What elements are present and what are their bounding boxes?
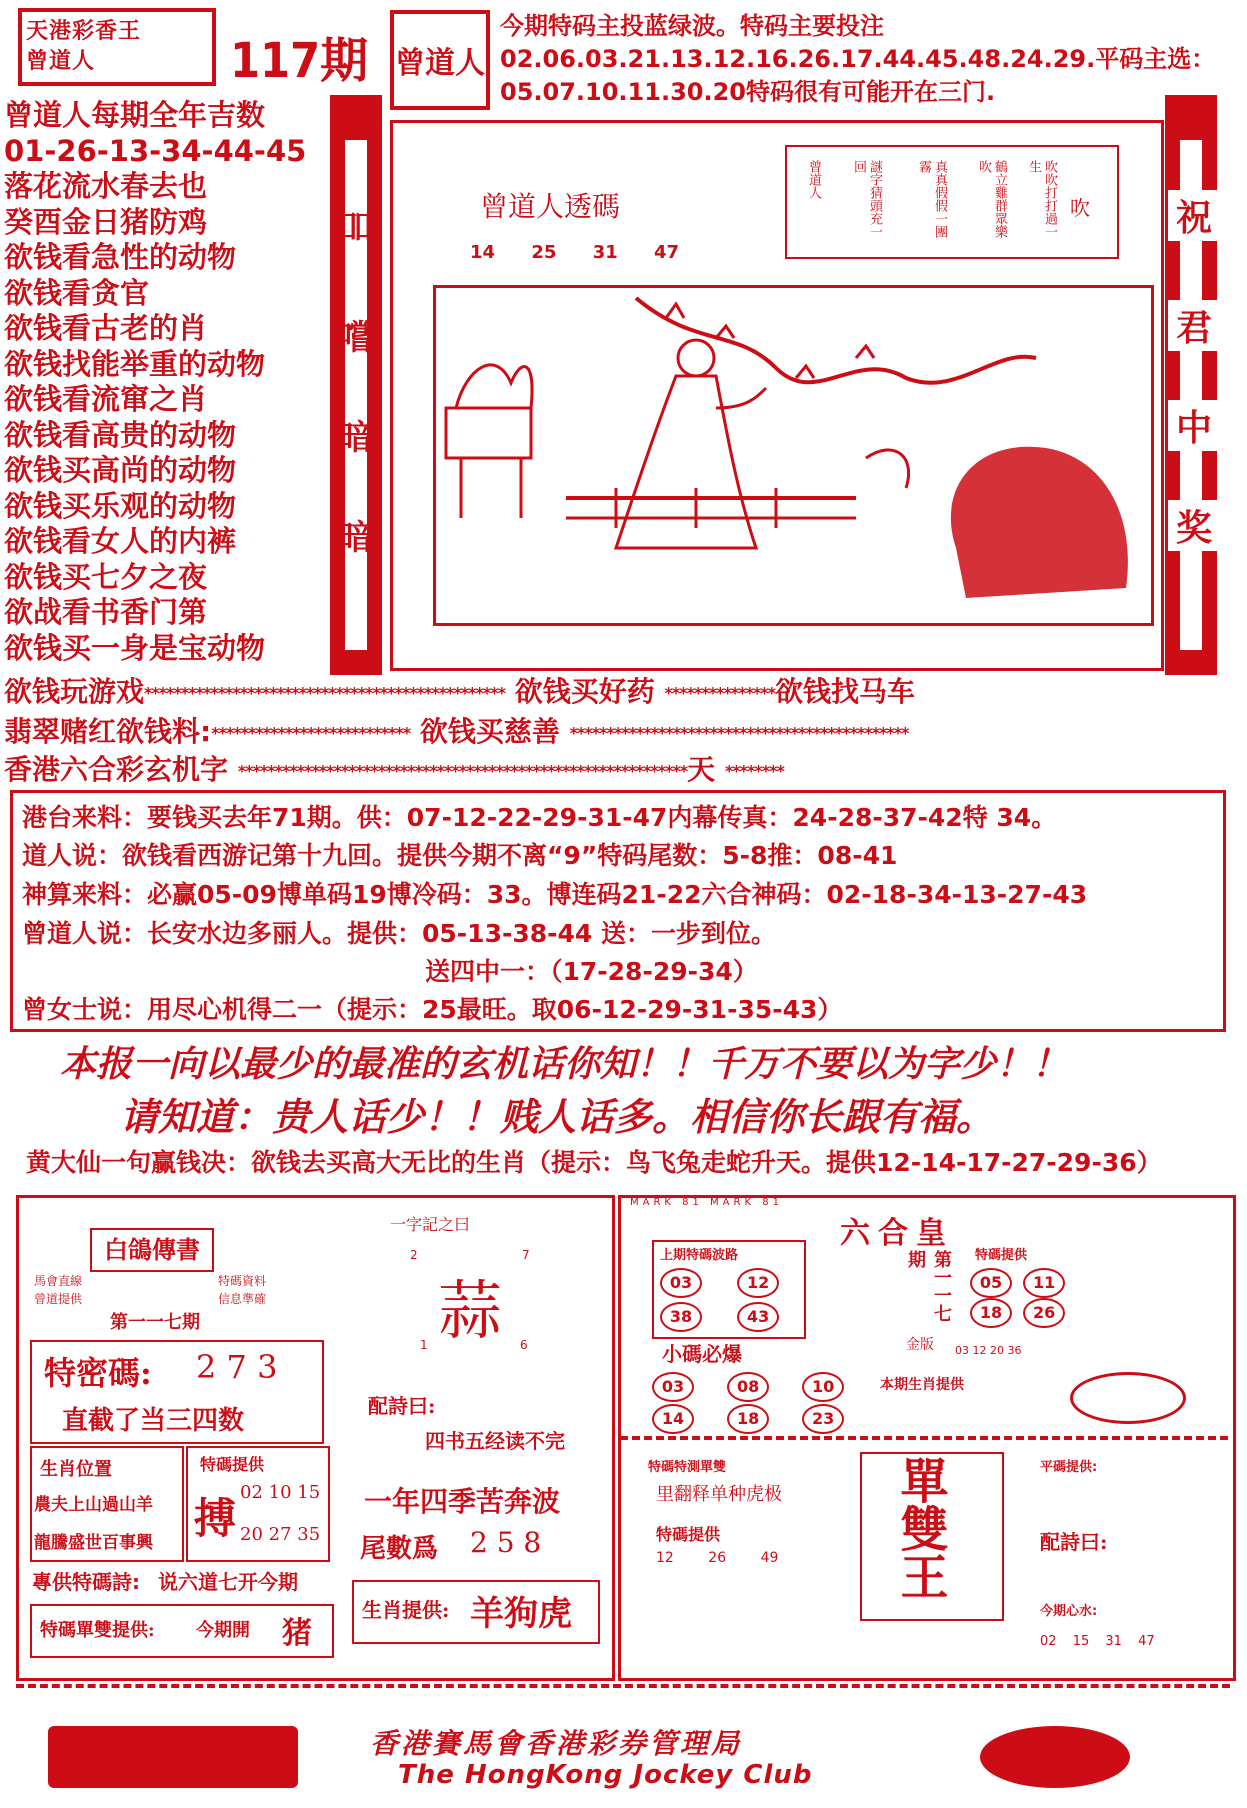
pic-number: 14 (470, 242, 496, 263)
word-num: 6 (520, 1338, 528, 1352)
riddle-head: 吹 (1070, 196, 1090, 220)
jockey-club-logo-icon (48, 1726, 298, 1788)
footer-english: The HongKong Jockey Club (398, 1760, 813, 1790)
tema-provide-label: 特碼提供 (200, 1455, 265, 1474)
left-line: 欲钱买七夕之夜 (4, 559, 208, 594)
left-line: 欲战看书香门第 (4, 595, 208, 629)
poem-text: 说六道七开今期 (158, 1570, 298, 1594)
scroll-left-char: 暗 (339, 518, 373, 558)
small-label: 小碼必爆 (662, 1342, 742, 1366)
small-num: 10 (802, 1372, 844, 1402)
riddle-column: 吹吹打打過一生 (1026, 160, 1057, 238)
word-num: 1 (420, 1338, 428, 1352)
last-num: 03 (660, 1268, 702, 1298)
left-line: 欲钱买乐观的动物 (4, 488, 237, 523)
zhi-label: 平碼提供: (1040, 1460, 1098, 1475)
logo-line1: 天港彩香王 (26, 19, 142, 44)
sx-label: 生肖提供: (362, 1598, 450, 1622)
word-num: 2 (410, 1248, 418, 1262)
logo-line2: 曾道人 (26, 49, 96, 74)
tema-num: 26 (1023, 1298, 1065, 1328)
slogan: 请知道：贵人话少！！贱人话多。相信你长跟有福。 (120, 1094, 995, 1139)
info-line: 曾女士说：用尽心机得二一（提示：25最旺。取06-12-29-31-35-43） (22, 995, 843, 1024)
ast-text: 欲钱买好药 (514, 675, 655, 708)
left-line: 01-26-13-34-44-45 (4, 133, 307, 168)
left-line: 曾道人每期全年吉数 (4, 98, 266, 132)
panel-title: 白鴿傳書 (90, 1228, 214, 1272)
seal-stamp: 曾道人 (390, 10, 490, 110)
tema-value: 2 7 3 (196, 1348, 278, 1386)
sx-label-r: 本期生肖提供 (880, 1377, 964, 1393)
pic-number: 47 (654, 242, 680, 263)
slogan: 本报一向以最少的最准的玄机话你知！！千万不要以为字少！！ (60, 1043, 1069, 1085)
info-line: 送四中一：（17-28-29-34） (425, 957, 758, 986)
tema-nums-row (970, 1268, 1065, 1298)
flower-badge-icon (1070, 1372, 1186, 1424)
dan-text: 今期開 (196, 1620, 250, 1641)
sx-value: 羊狗虎 (470, 1594, 572, 1634)
picture-title: 曾道人透碼 (480, 190, 621, 223)
divider (620, 1436, 1228, 1444)
left-line: 欲钱找能举重的动物 (4, 346, 266, 381)
word-big: 蒜 (438, 1275, 502, 1349)
season-line: 一年四季苦奔波 (364, 1485, 561, 1518)
tema-num: 18 (970, 1298, 1012, 1328)
left-line: 欲钱买一身是宝动物 (4, 630, 266, 665)
guess-text2: 特碼提供 (656, 1525, 721, 1544)
scroll-right-char: 祝 (1168, 190, 1220, 241)
top-notice: 今期特码主投蓝绿波。特码主要投注02.06.03.21.13.12.16.26.17.44.45.48.24.29.平码主选：05.07.10.11.30.20特码很有可能开在三门. (500, 12, 1216, 106)
bottom-nums (1040, 1634, 1155, 1649)
panel-sub: 特碼資料 (218, 1274, 267, 1288)
dan-label: 特碼單雙提供: (40, 1620, 155, 1641)
scroll-right-char: 奖 (1168, 500, 1220, 551)
scroll-left-char: 暗 (339, 418, 373, 458)
left-line: 落花流水春去也 (4, 169, 208, 203)
painting-illustration (433, 285, 1154, 626)
tema-desc: 直截了当三四数 (62, 1406, 245, 1436)
last-num: 43 (737, 1302, 779, 1332)
tema-num: 11 (1023, 1268, 1065, 1298)
last-num: 12 (737, 1268, 779, 1298)
tema-label: 特密碼: (44, 1354, 152, 1392)
scroll-left-char: 嚐 (339, 318, 373, 358)
bottom-num: 47 (1138, 1634, 1155, 1649)
panel-banner: MARK 81 MARK 81 (630, 1197, 783, 1208)
brand-title: 六合皇 (840, 1216, 954, 1251)
riddle-column: 鶴立雞群眾樂吹 (976, 160, 1007, 238)
weishu-value: 2 5 8 (470, 1526, 542, 1559)
ast-text: 翡翠赌红欲钱料: (4, 715, 212, 748)
left-line: 欲钱看女人的内裤 (4, 524, 237, 558)
guess-nums (656, 1550, 778, 1566)
picture-numbers (470, 242, 679, 263)
shengxiao-line: 龍騰盛世百事興 (34, 1533, 153, 1553)
bottom-num: 31 (1105, 1634, 1122, 1649)
info-line: 神算来料：必赢05-09博单码19博冷码：33。博连码21-22六合神码：02-18-34-13-27-43 (22, 880, 1088, 909)
ast-text: 欲钱玩游戏 (4, 675, 145, 708)
pic-number: 31 (592, 242, 618, 263)
scroll-right-char: 中 (1168, 400, 1220, 451)
ast-text: 欲钱买慈善 (419, 715, 560, 748)
left-line: 癸酉金日猪防鸡 (4, 204, 208, 239)
left-line: 欲钱看高贵的动物 (4, 417, 237, 452)
panel-sub: 曾道提供 (34, 1292, 83, 1306)
tema-nums-row (970, 1298, 1065, 1328)
last-nums-row (660, 1268, 779, 1298)
pic-number: 25 (531, 242, 557, 263)
info-line: 港台来料：要钱买去年71期。供：07-12-22-29-31-47内幕传真：24-28-37-42特 34。 (22, 803, 1057, 832)
big-word: 單雙王 (892, 1456, 948, 1600)
left-line: 欲钱看急性的动物 (4, 240, 237, 274)
guess-label: 特碼特測單雙 (648, 1460, 727, 1475)
riddle-box (785, 145, 1119, 259)
jin-label: 金版 (906, 1337, 934, 1353)
small-num: 08 (727, 1372, 769, 1402)
last-label: 上期特碼波路 (660, 1248, 739, 1263)
info-line: 曾道人说：长安水边多丽人。提供：05-13-38-44 送：一步到位。 (22, 919, 776, 948)
panel-sub: 馬會直線 (34, 1274, 83, 1288)
small-row: 03 12 20 36 (955, 1344, 1022, 1357)
heart-label: 今期心水: (1040, 1604, 1098, 1619)
panel-sub: 信息準確 (218, 1292, 267, 1306)
ast-text: 香港六合彩玄机字 (4, 753, 229, 786)
bo-char: 搏 (194, 1494, 237, 1543)
huang-daxian-line: 黄大仙一句赢钱决：欲钱去买高大无比的生肖（提示：鸟飞兔走蛇升天。提供12-14-17-27-29-36） (26, 1148, 1162, 1177)
word-num: 7 (522, 1248, 530, 1262)
panel-issue: 第一一七期 (110, 1312, 200, 1333)
last-num: 38 (660, 1302, 702, 1332)
scroll-right-char: 君 (1168, 300, 1220, 351)
ast-line: 欲钱玩游戏************************************************* 欲钱买好药 ***************欲钱找马车 (4, 675, 916, 708)
guess-num: 49 (760, 1550, 779, 1566)
riddle-column: 真真假假一團霧 (916, 160, 947, 238)
guess-num: 26 (708, 1550, 727, 1566)
info-line: 道人说：欲钱看西游记第十九回。提供今期不离“9”特码尾数：5-8推：08-41 (22, 841, 898, 870)
issue-number: 117期 (230, 33, 369, 89)
guess-num: 12 (656, 1550, 674, 1566)
dan-value: 猪 (282, 1616, 312, 1651)
riddle-column: 謎字猜頭充一回 (851, 160, 882, 238)
footer-chinese: 香港賽馬會香港彩券管理局 (370, 1727, 743, 1760)
painting-svg (436, 288, 1151, 623)
shengxiao-label: 生肖位置 (40, 1459, 112, 1480)
tema-label-r: 特碼提供 (975, 1248, 1028, 1263)
ast-line: 翡翠赌红欲钱料:*************************** 欲钱买慈善 ********************************************** (4, 715, 909, 748)
lottery-logo-icon (980, 1726, 1130, 1788)
small-nums-row (652, 1404, 844, 1434)
left-line: 欲钱看古老的肖 (4, 311, 208, 345)
left-column (4, 98, 334, 666)
tema-nums: 02 10 15 (240, 1482, 321, 1503)
small-num: 23 (802, 1404, 844, 1434)
bottom-num: 02 (1040, 1634, 1057, 1649)
ast-text: 天 (687, 753, 716, 786)
small-nums-row (652, 1372, 844, 1402)
ast-line: 香港六合彩玄机字 *************************************************************天 ******** (4, 753, 784, 786)
left-line: 欲钱买高尚的动物 (4, 453, 237, 487)
dashed-divider (16, 1684, 1230, 1702)
bottom-num: 15 (1072, 1634, 1090, 1649)
scroll-left-char: 吅 (339, 208, 373, 248)
small-num: 14 (652, 1404, 694, 1434)
small-num: 18 (727, 1404, 769, 1434)
peishi-label: 配詩曰: (1040, 1530, 1108, 1554)
issue-vertical: 第一一七期 (905, 1250, 952, 1322)
left-line: 欲钱看流窜之肖 (4, 382, 208, 416)
small-num: 03 (652, 1372, 694, 1402)
left-line: 欲钱看贪官 (4, 275, 150, 310)
pei-text: 四书五经读不完 (425, 1429, 565, 1453)
ast-text: 欲钱找马车 (775, 675, 916, 708)
riddle-column: 曾道人 (806, 160, 821, 199)
word-title: 一字記之曰 (390, 1215, 471, 1234)
pei-label: 配詩曰: (368, 1394, 436, 1418)
tema-num: 05 (970, 1268, 1012, 1298)
guess-text: 里翻释单种虎极 (656, 1484, 782, 1505)
weishu-label: 尾數爲 (360, 1534, 439, 1564)
shengxiao-line: 農夫上山過山羊 (34, 1495, 153, 1515)
last-nums-row (660, 1302, 779, 1332)
tema-nums: 20 27 35 (240, 1524, 321, 1545)
poem-label: 專供特碼詩: (32, 1570, 140, 1594)
